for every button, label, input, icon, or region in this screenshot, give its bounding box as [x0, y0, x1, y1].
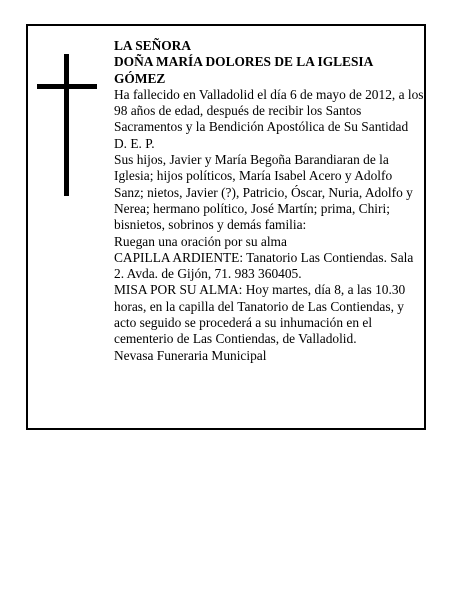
- family-list: Sus hijos, Javier y María Begoña Barandiaran de la Iglesia; hijos políticos, María Isabel Acero y Adolfo Sanz; nietos, Javier (?), Patricio, Óscar, Nuria, Adolfo y Nerea; hermano político, José Martín; prima, Chiri; bisnietos, sobrinos y demás familia:: [114, 152, 413, 233]
- mass-info: MISA POR SU ALMA: Hoy martes, día 8, a las 10.30 horas, en la capilla del Tanatorio de Las Contiendas, y acto seguido se procederá a su inhumación en el cementerio de Las Contiendas, de Valladolid.: [114, 282, 406, 347]
- cross-horizontal-bar: [37, 84, 97, 89]
- funeral-home: Nevasa Funeraria Municipal: [114, 347, 267, 363]
- obituary-text: [114, 38, 424, 364]
- chapel-info: CAPILLA ARDIENTE: Tanatorio Las Contiendas. Sala 2. Avda. de Gijón, 71. 983 360405.: [114, 249, 414, 282]
- dep-line: D. E. P.: [114, 135, 155, 151]
- cross-vertical-bar: [64, 54, 69, 196]
- prayer-request: Ruegan una oración por su alma: [114, 233, 287, 249]
- title-line-3: GÓMEZ: [114, 70, 166, 86]
- title-line-1: LA SEÑORA: [114, 38, 192, 53]
- death-announcement: Ha fallecido en Valladolid el día 6 de mayo de 2012, a los 98 años de edad, después de recibir los Santos Sacramentos y la Bendición Apostólica de Su Santidad: [114, 86, 424, 135]
- title-line-2: DOÑA MARÍA DOLORES DE LA IGLESIA: [114, 54, 374, 70]
